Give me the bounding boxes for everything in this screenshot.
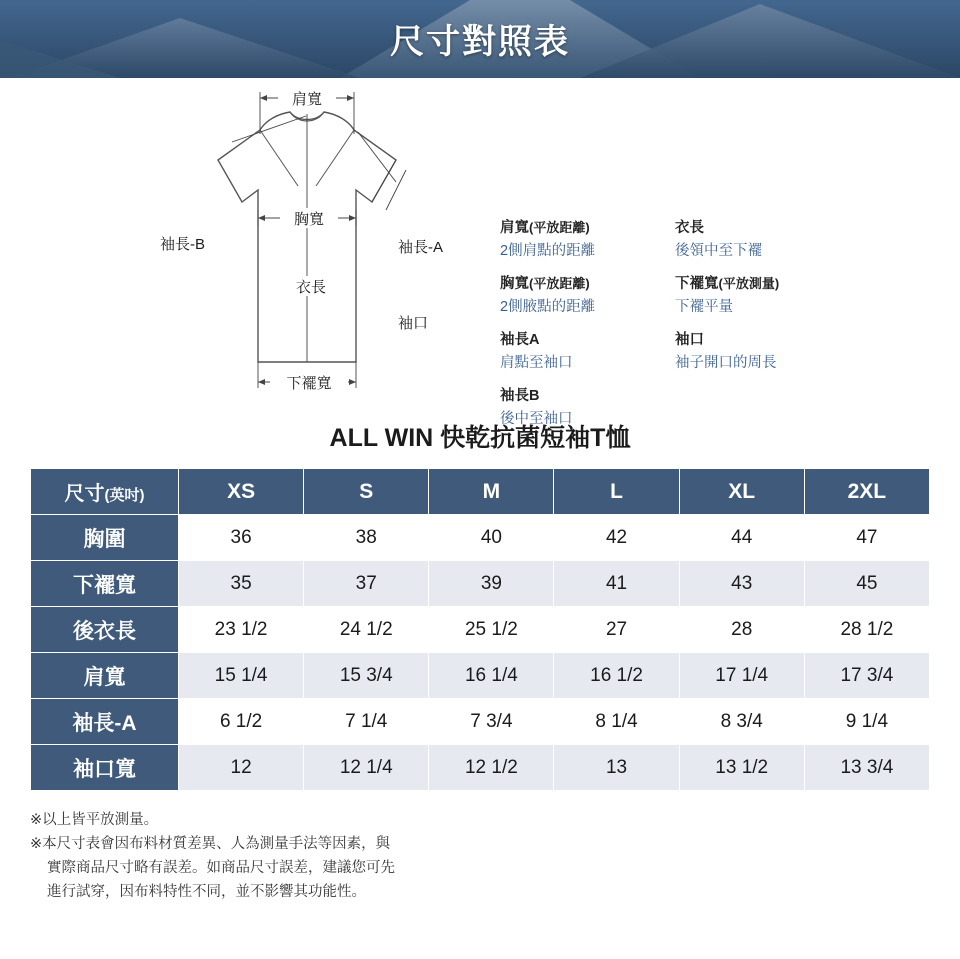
- table-cell: 36: [179, 515, 304, 561]
- table-cell: 15 3/4: [304, 653, 429, 699]
- product-title: ALL WIN 快乾抗菌短袖T恤: [329, 424, 631, 452]
- corner-unit: (英吋): [104, 487, 145, 504]
- table-cell: 8 1/4: [554, 699, 679, 745]
- table-cell: 8 3/4: [679, 699, 804, 745]
- table-cell: 9 1/4: [804, 699, 929, 745]
- diagram-label-cuff: 袖口: [398, 315, 429, 332]
- row-header: 肩寬: [31, 653, 179, 699]
- legend-item: [675, 218, 950, 262]
- row-header: 後衣長: [31, 607, 179, 653]
- legend-desc: 後中至袖口: [500, 411, 573, 428]
- table-cell: 23 1/2: [179, 607, 304, 653]
- table-cell: 35: [179, 561, 304, 607]
- legend-term: 袖長B: [500, 388, 540, 405]
- table-cell: 27: [554, 607, 679, 653]
- table-cell: 28 1/2: [804, 607, 929, 653]
- column-header-m: M: [429, 469, 554, 515]
- footnote-line: 進行試穿，因布料特性不同，並不影響其功能性。: [47, 883, 366, 900]
- table-cell: 44: [679, 515, 804, 561]
- column-header-2xl: 2XL: [804, 469, 929, 515]
- legend-desc: 2側腋點的距離: [500, 299, 596, 316]
- legend-term-unit: (平放測量): [718, 276, 780, 292]
- column-header-l: L: [554, 469, 679, 515]
- table-body: [31, 515, 930, 791]
- legend-term: 肩寬: [500, 220, 529, 236]
- measurement-diagram: [0, 78, 960, 428]
- footnote-line: ※以上皆平放測量。: [30, 812, 159, 828]
- legend-item: [500, 218, 675, 262]
- table-cell: 41: [554, 561, 679, 607]
- row-header: 袖口寬: [31, 745, 179, 791]
- table-cell: 12 1/2: [429, 745, 554, 791]
- legend-term: 袖口: [675, 332, 704, 349]
- table-cell: 12: [179, 745, 304, 791]
- table-cell: 12 1/4: [304, 745, 429, 791]
- table-cell: 16 1/2: [554, 653, 679, 699]
- table-row: [31, 699, 930, 745]
- legend-term: 袖長A: [500, 332, 540, 349]
- legend-term-unit: (平放距離): [529, 220, 590, 235]
- diagram-label-sleeve-b: 袖長-B: [160, 236, 206, 253]
- table-header-row: [31, 469, 930, 515]
- table-cell: 38: [304, 515, 429, 561]
- legend-desc: 2側肩點的距離: [500, 243, 596, 260]
- header-banner: [0, 0, 960, 78]
- legend-item: [675, 274, 950, 318]
- legend-item: [675, 330, 950, 374]
- table-cell: 13 3/4: [804, 745, 929, 791]
- table-row: [31, 745, 930, 791]
- legend-desc: 後領中至下襬: [675, 243, 762, 260]
- table-corner-header: [31, 469, 179, 515]
- table-header: [31, 469, 930, 515]
- corner-label: 尺寸: [64, 483, 105, 505]
- table-cell: 17 1/4: [679, 653, 804, 699]
- legend-column-2: [675, 218, 950, 386]
- table-cell: 17 3/4: [804, 653, 929, 699]
- diagram-label-hem-width: 下襬寬: [286, 375, 332, 392]
- table-cell: 13 1/2: [679, 745, 804, 791]
- table-row: [31, 515, 930, 561]
- table-cell: 37: [304, 561, 429, 607]
- row-header: 袖長-A: [31, 699, 179, 745]
- table-row: [31, 561, 930, 607]
- table-cell: 15 1/4: [179, 653, 304, 699]
- row-header: 胸圍: [31, 515, 179, 561]
- table-cell: 6 1/2: [179, 699, 304, 745]
- table-cell: 7 1/4: [304, 699, 429, 745]
- diagram-label-chest-width: 胸寬: [293, 211, 325, 228]
- diagram-label-body-length: 衣長: [295, 279, 327, 296]
- table-row: [31, 607, 930, 653]
- table-cell: 47: [804, 515, 929, 561]
- footnotes: [0, 791, 960, 905]
- diagram-label-sleeve-a: 袖長-A: [398, 239, 444, 256]
- legend-term: 胸寬: [500, 276, 529, 293]
- table-row: [31, 653, 930, 699]
- table-cell: 28: [679, 607, 804, 653]
- legend-item: [500, 274, 675, 318]
- diagram-label-shoulder-width: 肩寬: [291, 91, 323, 108]
- table-cell: 13: [554, 745, 679, 791]
- legend-term: 衣長: [675, 220, 704, 236]
- table-cell: 42: [554, 515, 679, 561]
- legend-item: [500, 330, 675, 374]
- legend-desc: 袖子開口的周長: [675, 355, 777, 372]
- size-chart-table: [30, 468, 930, 791]
- legend-item: [500, 386, 675, 430]
- table-cell: 39: [429, 561, 554, 607]
- page-title: 尺寸對照表: [390, 23, 570, 61]
- table-cell: 16 1/4: [429, 653, 554, 699]
- table-cell: 43: [679, 561, 804, 607]
- legend-desc: 下襬平量: [675, 299, 733, 316]
- table-cell: 45: [804, 561, 929, 607]
- legend-column-1: [500, 218, 675, 442]
- legend-term-unit: (平放距離): [529, 276, 590, 292]
- column-header-s: S: [304, 469, 429, 515]
- column-header-xl: XL: [679, 469, 804, 515]
- footnote-line: ※本尺寸表會因布料材質差異、人為測量手法等因素，與: [30, 835, 391, 852]
- column-header-xs: XS: [179, 469, 304, 515]
- table-cell: 40: [429, 515, 554, 561]
- legend-desc: 肩點至袖口: [500, 355, 573, 372]
- table-cell: 24 1/2: [304, 607, 429, 653]
- footnote-line: 實際商品尺寸略有誤差。如商品尺寸誤差，建議您可先: [47, 859, 395, 876]
- row-header: 下襬寬: [31, 561, 179, 607]
- table-cell: 25 1/2: [429, 607, 554, 653]
- table-cell: 7 3/4: [429, 699, 554, 745]
- legend-term: 下襬寬: [675, 276, 719, 293]
